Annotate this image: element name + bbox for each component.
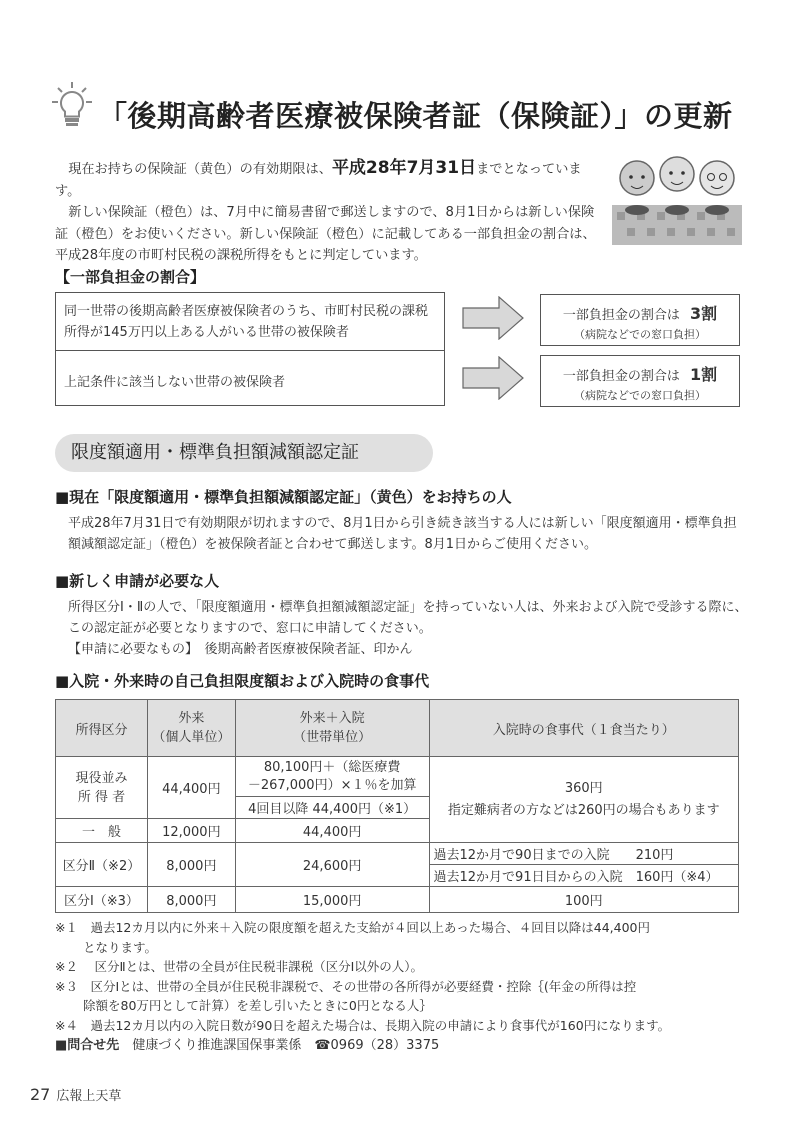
arrow-right-icon: [462, 296, 524, 340]
condition-1: 同一世帯の後期高齢者医療被保険者のうち、市町村民税の課税所得が145万円以上ある人がいる世帯の被保険者: [56, 293, 444, 351]
table-heading: ■入院・外来時の自己負担限度額および入院時の食事代: [55, 672, 430, 690]
page-number: 27: [30, 1085, 51, 1104]
table-cell: 100円: [429, 887, 739, 913]
table-header: 外来 （個人単位）: [147, 700, 235, 757]
publication-name: 広報上天草: [56, 1089, 122, 1104]
condition-box: [55, 292, 445, 406]
table-header: 外来＋入院 （世帯単位）: [235, 700, 429, 757]
current-holder-heading: ■現在「限度額適用・標準負担額減額認定証」（黄色）をお持ちの人: [55, 488, 512, 506]
table-cell: 360円 指定難病者の方などは260円の場合もあります: [429, 757, 739, 843]
lightbulb-icon: [50, 80, 94, 130]
condition-2: 上記条件に該当しない世帯の被保険者: [64, 375, 286, 390]
table-cell: 24,600円: [235, 843, 429, 887]
table-cell: 過去12か月で91日目からの入院 160円（※4）: [429, 865, 739, 887]
footnotes: ※１ 過去12カ月以内に外来＋入院の限度額を超えた支給が４回以上あった場合、４回目以降は44,400円 となります。 ※２ 区分Ⅱとは、世帯の全員が住民税非課税（区分Ⅰ以外の人）。 ※３ 区分Ⅰとは、世帯の全員が住民税非課税で、その世帯の各所得が必要経費・控除｛(年金の所得は控 除額を80万円として計算）を差し引いたときに0円となる人｝ ※４ 過去12カ月以内の入院日数が90日を超えた場合は、長期入院の申請により食事代が160円になります。: [55, 920, 671, 1033]
table-cell: 15,000円: [235, 887, 429, 913]
current-holder-text: 平成28年7月31日で有効期限が切れますので、8月1日から引き続き該当する人には新しい「限度額適用・標準負担額減額認定証」（橙色）を被保険者証と合わせて郵送します。8月1日からご使用ください。: [68, 516, 737, 552]
page-footer: [30, 1085, 121, 1104]
table-cell: 4回目以降 44,400円（※1）: [235, 797, 429, 819]
ratio-heading: 【一部負担金の割合】: [55, 268, 206, 286]
table-cell: 44,400円: [147, 757, 235, 819]
table-cell: 一 般: [56, 819, 148, 843]
contact-info: ■問合せ先 健康づくり推進課国保事業係 ☎0969（28）3375: [55, 1038, 440, 1053]
arrow-right-icon: [462, 356, 524, 400]
table-cell: 区分Ⅱ（※2）: [56, 843, 148, 887]
intro-text: 現在お持ちの保険証（黄色）の有効期限は、平成28年7月31日までとなっています。 新しい保険証（橙色）は、7月中に簡易書留で郵送しますので、8月1日からは新しい保険証（橙色）をお使いください。新しい保険証（橙色）に記載してある一部負担金の割合は、平成28年度の市町村民税の課税所得をもとに判定しています。: [55, 158, 596, 263]
table-cell: 8,000円: [147, 887, 235, 913]
fee-table: [55, 699, 739, 913]
table-cell: 80,100円＋（総医療費 －267,000円）×１％を加算: [235, 757, 429, 797]
result-box-3: 一部負担金の割合は 3割 （病院などでの窓口負担）: [540, 294, 740, 346]
table-header: 所得区分: [56, 700, 148, 757]
new-application-heading: ■新しく申請が必要な人: [55, 572, 220, 590]
table-cell: 過去12か月で90日までの入院 210円: [429, 843, 739, 865]
table-cell: 現役並み 所 得 者: [56, 757, 148, 819]
elderly-people-illustration: [612, 150, 742, 245]
table-cell: 44,400円: [235, 819, 429, 843]
page-title: 「後期高齢者医療被保険者証（保険証）」の更新: [98, 99, 733, 133]
section-pill: 限度額適用・標準負担額減額認定証: [55, 434, 433, 472]
new-application-text: 所得区分Ⅰ・Ⅱの人で、「限度額適用・標準負担額減額認定証」を持っていない人は、外来および入院で受診する際に、この認定証が必要となりますので、窓口に申請してください。 【申請に必要なもの】 後期高齢者医療被保険者証、印かん: [68, 600, 748, 657]
table-cell: 12,000円: [147, 819, 235, 843]
result-box-1: 一部負担金の割合は 1割 （病院などでの窓口負担）: [540, 355, 740, 407]
table-header: 入院時の食事代（１食当たり）: [429, 700, 739, 757]
table-cell: 8,000円: [147, 843, 235, 887]
table-cell: 区分Ⅰ（※3）: [56, 887, 148, 913]
